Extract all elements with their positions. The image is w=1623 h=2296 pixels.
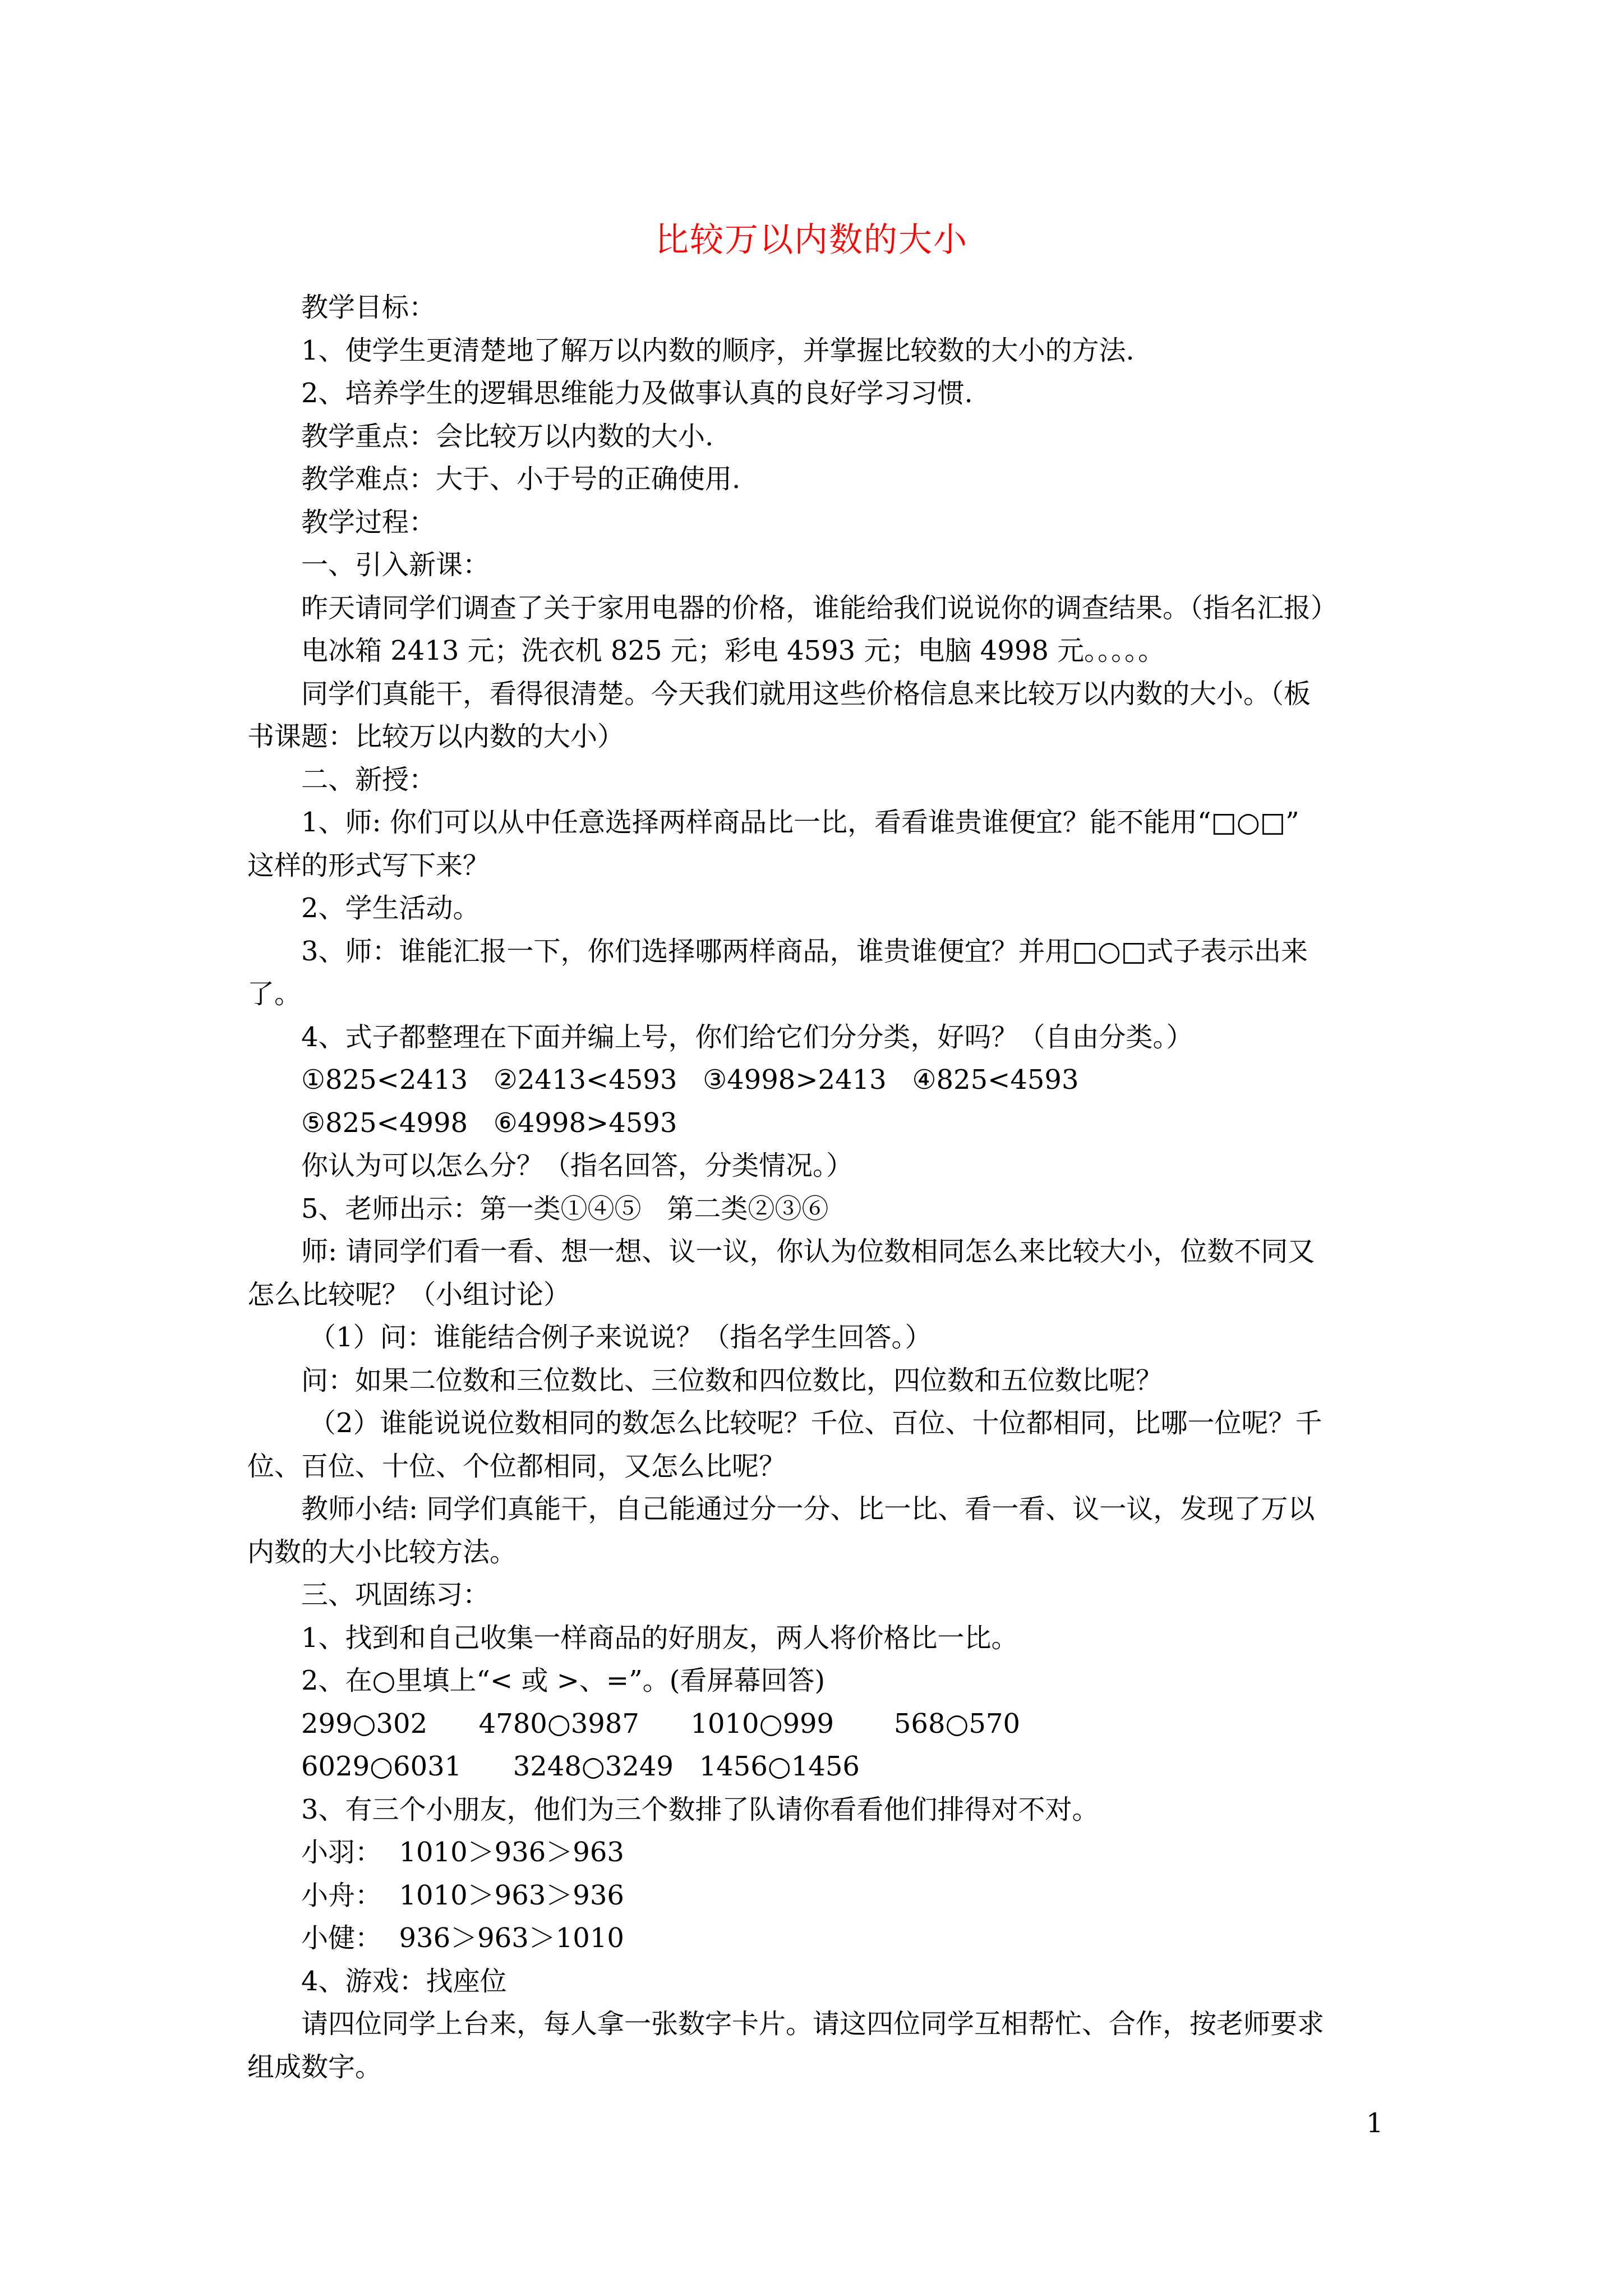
text-line: 教学重点：会比较万以内数的大小. [301, 420, 714, 452]
text-line: 教学目标： [301, 292, 436, 323]
text-line: 1、师: 你们可以从中任意选择两样商品比一比，看看谁贵谁便宜？能不能用“□○□” [301, 807, 1299, 838]
text-line: 一、引入新课： [301, 549, 490, 581]
text-line: 5、老师出示：第一类①④⑤ 第二类②③⑥ [301, 1193, 829, 1225]
text-line: 教师小结: 同学们真能干，自己能通过分一分、比一比、看一看、议一议，发现了万以 [301, 1493, 1315, 1525]
text-line: 2、在○里填上“< 或 >、=”。(看屏幕回答) [301, 1665, 826, 1696]
text-line: 2、培养学生的逻辑思维能力及做事认真的良好学习习惯. [301, 378, 973, 409]
text-line: 内数的大小比较方法。 [247, 1536, 517, 1568]
text-line: 电冰箱 2413 元；洗衣机 825 元；彩电 4593 元；电脑 4998 元。。。。。 [301, 635, 1165, 666]
text-line: 这样的形式写下来？ [247, 849, 490, 881]
text-line: 同学们真能干，看得很清楚。今天我们就用这些价格信息来比较万以内数的大小。（板 [301, 678, 1311, 710]
document-body [247, 286, 1391, 2088]
text-line: 299○302 4780○3987 1010○999 568○570 [301, 1708, 1020, 1740]
text-line: 位、百位、十位、个位都相同，又怎么比呢？ [247, 1450, 786, 1482]
text-line: 3、师：谁能汇报一下，你们选择哪两样商品，谁贵谁便宜？并用□○□式子表示出来 [301, 935, 1308, 967]
text-line: （2）谁能说说位数相同的数怎么比较呢？千位、百位、十位都相同，比哪一位呢？千 [309, 1407, 1322, 1439]
text-line: 1、使学生更清楚地了解万以内数的顺序，并掌握比较数的大小的方法. [301, 334, 1135, 366]
text-line: 师: 请同学们看一看、想一想、议一议，你认为位数相同怎么来比较大小，位数不同又 [301, 1236, 1315, 1267]
text-line: ①825<2413 ②2413<4593 ③4998>2413 ④825<4593 [301, 1064, 1079, 1096]
text-line: 小舟： 1010＞963＞936 [301, 1879, 624, 1911]
text-line: 问：如果二位数和三位数比、三位数和四位数比，四位数和五位数比呢？ [301, 1364, 1163, 1396]
text-line: 书课题：比较万以内数的大小） [247, 721, 625, 752]
text-line: 小羽： 1010＞936＞963 [301, 1837, 624, 1868]
text-line: ⑤825<4998 ⑥4998>4593 [301, 1107, 677, 1139]
text-line: 三、巩固练习： [301, 1579, 490, 1611]
text-line: 昨天请同学们调查了关于家用电器的价格，谁能给我们说说你的调查结果。（指名汇报） [301, 592, 1338, 624]
text-line: （1）问：谁能结合例子来说说？（指名学生回答。） [309, 1322, 932, 1353]
text-line: 4、游戏：找座位 [301, 1965, 507, 1997]
document-title: 比较万以内数的大小 [655, 220, 968, 260]
text-line: 1、找到和自己收集一样商品的好朋友，两人将价格比一比。 [301, 1622, 1018, 1654]
text-line: 4、式子都整理在下面并编上号，你们给它们分分类，好吗？（自由分类。） [301, 1021, 1193, 1053]
text-line: 教学难点：大于、小于号的正确使用. [301, 463, 741, 495]
text-line: 3、有三个小朋友，他们为三个数排了队请你看看他们排得对不对。 [301, 1793, 1099, 1825]
text-line: 6029○6031 3248○3249 1456○1456 [301, 1751, 860, 1782]
text-line: 教学过程： [301, 506, 436, 538]
text-line: 你认为可以怎么分？（指名回答，分类情况。） [301, 1150, 854, 1181]
page-number: 1 [1366, 2108, 1384, 2139]
text-line: 小健： 936＞963＞1010 [301, 1922, 624, 1954]
text-line: 请四位同学上台来，每人拿一张数字卡片。请这四位同学互相帮忙、合作，按老师要求 [301, 2008, 1325, 2040]
text-line: 二、新授： [301, 763, 436, 795]
text-line: 组成数字。 [247, 2051, 382, 2083]
text-line: 2、学生活动。 [301, 892, 480, 924]
text-line: 了。 [247, 978, 302, 1010]
text-line: 怎么比较呢？（小组讨论） [247, 1278, 571, 1310]
